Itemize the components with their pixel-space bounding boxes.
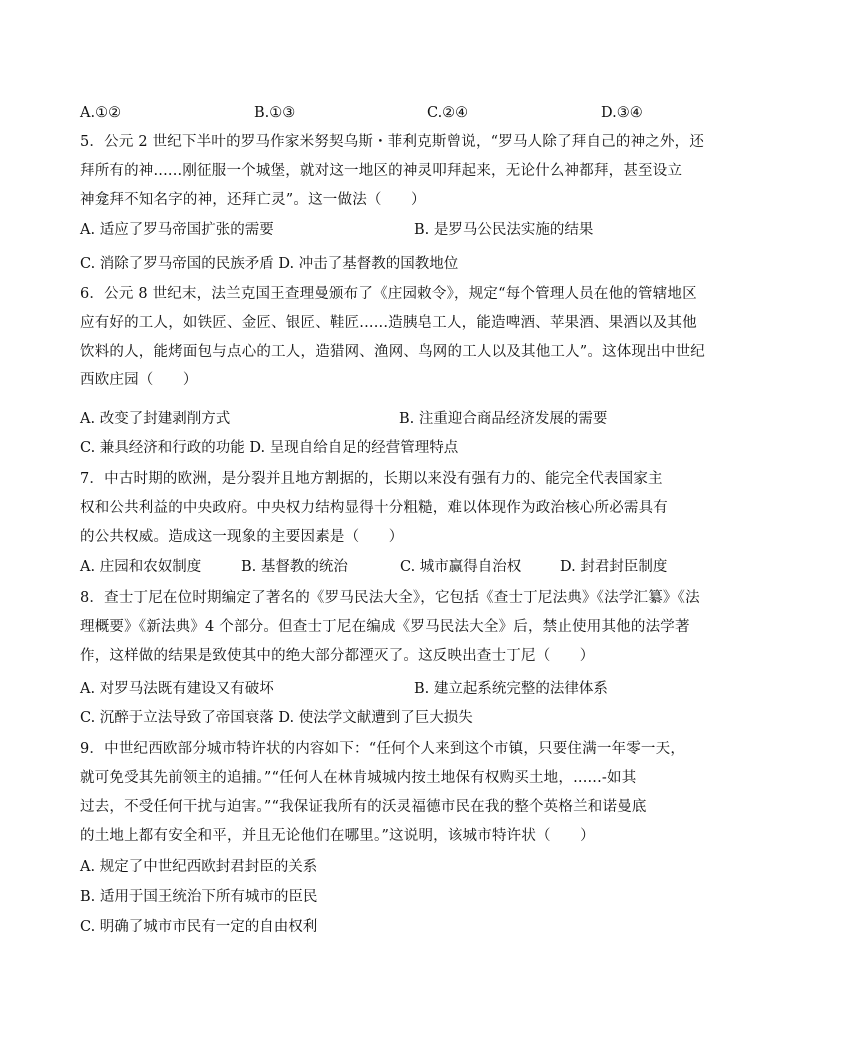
question-8-option-a: A. 对罗马法既有建设又有破坏: [80, 681, 274, 697]
top-option-d: D.③④: [601, 105, 643, 121]
question-9-line-4: 的土地上都有安全和平，并且无论他们在哪里。”这说明，该城市特许状（ ）: [80, 828, 595, 844]
question-8-line-3: 作，这样做的结果是致使其中的绝大部分都湮灭了。这反映出查士丁尼（ ）: [80, 648, 595, 664]
question-9-option-a: A. 规定了中世纪西欧封君封臣的关系: [80, 859, 318, 875]
question-6-line-1: 6．公元 8 世纪末，法兰克国王查理曼颁布了《庄园敕令》，规定“每个管理人员在他的管辖地区: [80, 286, 697, 302]
question-5-line-3: 神龛拜不知名字的神，还拜亡灵”。这一做法（ ）: [80, 192, 426, 208]
question-7-option-c: C. 城市赢得自治权: [400, 559, 522, 575]
question-9-line-3: 过去，不受任何干扰与迫害。”“我保证我所有的沃灵福德市民在我的整个英格兰和诺曼底: [80, 799, 647, 815]
question-9-option-c: C. 明确了城市市民有一定的自由权利: [80, 919, 318, 935]
question-6-line-3: 饮料的人，能烤面包与点心的工人，造猎网、渔网、鸟网的工人以及其他工人”。这体现出中世纪: [80, 344, 706, 360]
question-6-option-b: B. 注重迎合商品经济发展的需要: [399, 411, 608, 427]
question-8-line-2: 理概要》《新法典》4 个部分。但查士丁尼在编成《罗马民法大全》后，禁止使用其他的法学著: [80, 619, 690, 635]
question-5-line-1: 5．公元 2 世纪下半叶的罗马作家米努契乌斯・菲利克斯曾说，“罗马人除了拜自己的神之外，还: [80, 134, 705, 150]
question-6-line-4: 西欧庄园（ ）: [80, 372, 198, 388]
question-9-line-2: 就可免受其先前领主的追捕。”“任何人在林肯城城内按土地保有权购买土地，......-如其: [80, 770, 637, 786]
question-5-option-a: A. 适应了罗马帝国扩张的需要: [80, 222, 274, 238]
question-8-line-1: 8．查士丁尼在位时期编定了著名的《罗马民法大全》，它包括《查士丁尼法典》《法学汇纂》《法: [80, 590, 700, 606]
question-5-option-b: B. 是罗马公民法实施的结果: [414, 222, 594, 238]
question-8-option-cd: C. 沉醉于立法导致了帝国衰落 D. 使法学文献遭到了巨大损失: [80, 710, 473, 726]
top-option-a: A.①②: [80, 105, 122, 121]
question-9-option-b: B. 适用于国王统治下所有城市的臣民: [80, 889, 318, 905]
top-option-b: B.①③: [254, 105, 296, 121]
question-7-option-d: D. 封君封臣制度: [560, 559, 668, 575]
question-6-line-2: 应有好的工人，如铁匠、金匠、银匠、鞋匠......造胰皂工人，能造啤酒、苹果酒、果酒以及其他: [80, 315, 697, 331]
top-option-c: C.②④: [427, 105, 469, 121]
question-7-line-3: 的公共权威。造成这一现象的主要因素是（ ）: [80, 529, 404, 545]
question-7-line-2: 权和公共利益的中央政府。中央权力结构显得十分粗糙，难以体现作为政治核心所必需具有: [80, 500, 668, 516]
question-6-option-a: A. 改变了封建剥削方式: [80, 411, 231, 427]
question-6-option-cd: C. 兼具经济和行政的功能 D. 呈现自给自足的经营管理特点: [80, 440, 459, 456]
question-8-option-b: B. 建立起系统完整的法律体系: [414, 681, 608, 697]
question-9-line-1: 9．中世纪西欧部分城市特许状的内容如下：“任何个人来到这个市镇，只要住满一年零一天，: [80, 741, 686, 757]
question-7-option-a: A. 庄园和农奴制度: [80, 559, 202, 575]
question-5-line-2: 拜所有的神......刚征服一个城堡，就对这一地区的神灵叩拜起来，无论什么神都拜，甚至设立: [80, 163, 683, 179]
question-7-option-b: B. 基督教的统治: [241, 559, 348, 575]
question-5-option-cd: C. 消除了罗马帝国的民族矛盾 D. 冲击了基督教的国教地位: [80, 256, 459, 272]
question-7-line-1: 7．中古时期的欧洲，是分裂并且地方割据的，长期以来没有强有力的、能完全代表国家主: [80, 471, 663, 487]
